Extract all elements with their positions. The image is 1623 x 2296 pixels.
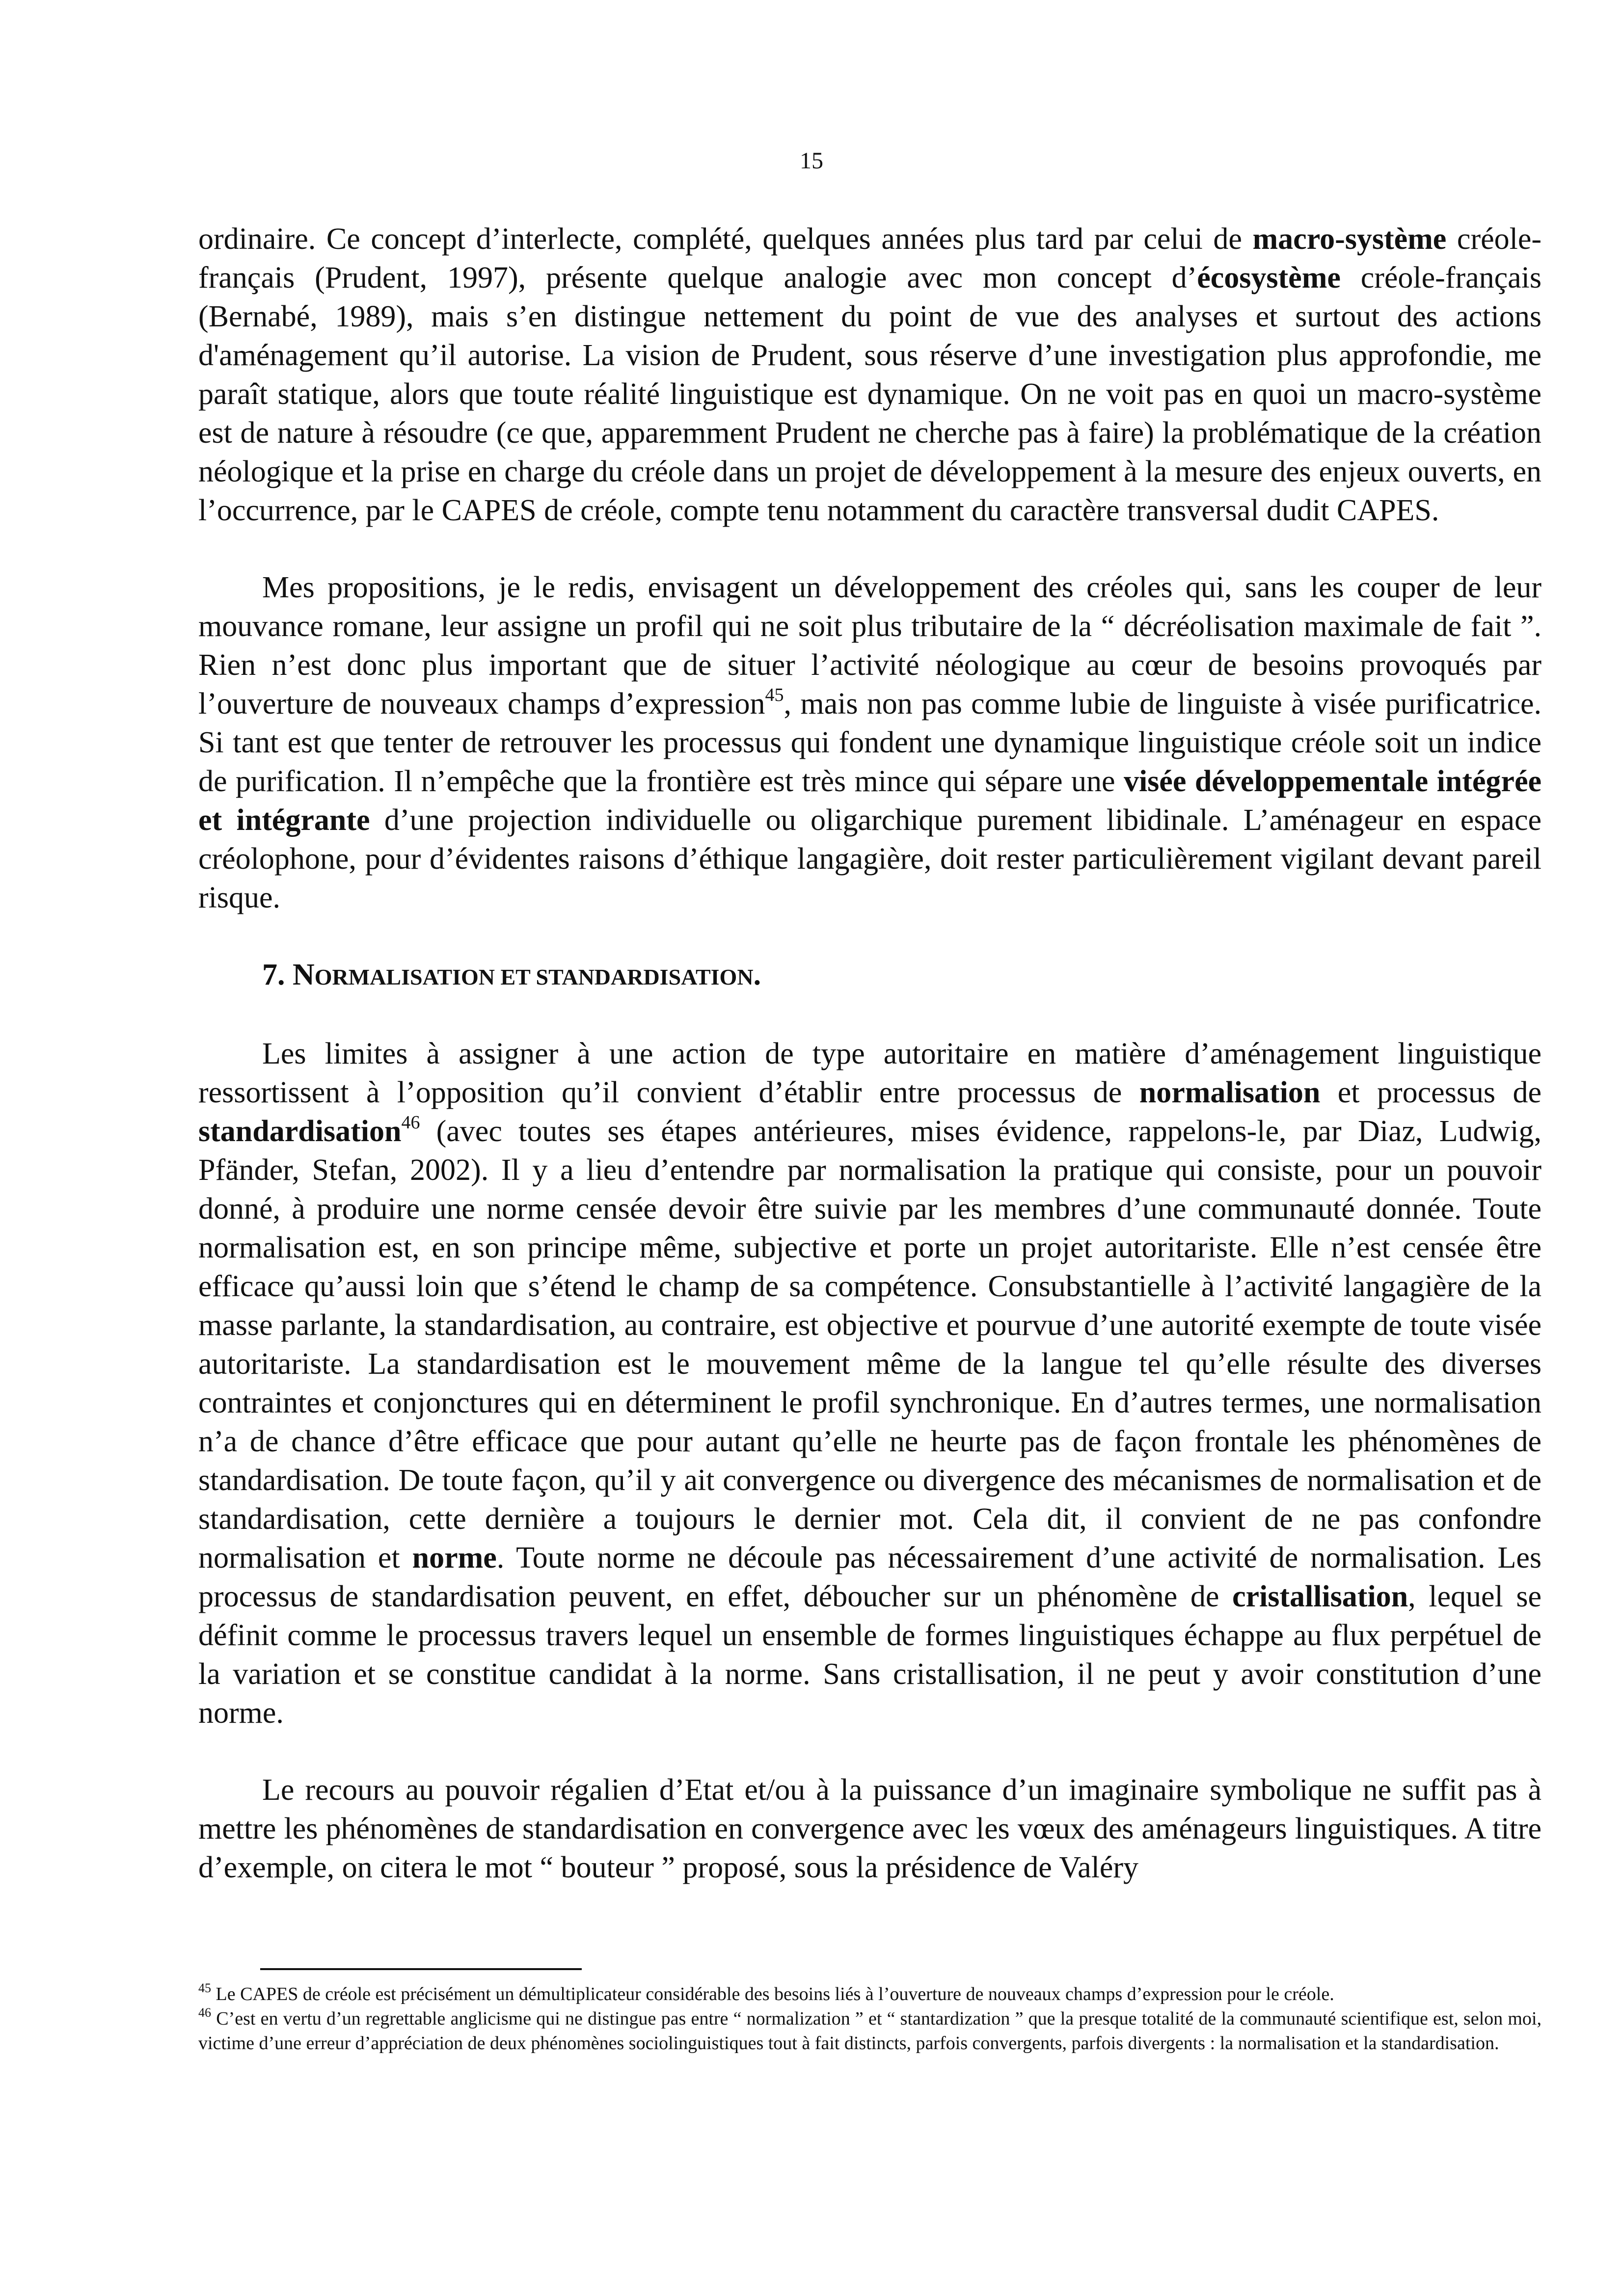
p1-text-3: créole-français (Bernabé, 1989), mais s’en distingue nettement du point de vue des analyses et surtout des actions d'aménagement qu’il autorise. La vision de Prudent, sous réserve d’une investigation plus approfondie, me paraît statique, alors que toute réalité linguistique est dynamique. On ne voit pas en quoi un macro-système est de nature à résoudre (ce que, apparemment Prudent ne cherche pas à faire) la problématique de la création néologique et la prise en charge du créole dans un projet de développement à la mesure des enjeux ouverts, en l’occurrence, par le CAPES de créole, compte tenu notamment du caractère transversal dudit CAPES. bbox=[198, 261, 1542, 527]
paragraph-3 bbox=[198, 1035, 1542, 1733]
p2-term-visee: visée développementale intégrée et intégrante bbox=[198, 765, 1542, 837]
footnote-45 bbox=[198, 1982, 1542, 2006]
p3-text-2: et processus de bbox=[1320, 1076, 1542, 1109]
p3-text-5: , lequel se définit comme le processus travers lequel un ensemble de formes linguistiques échappe au flux perpétuel de la variation et se constitue candidat à la norme. Sans cristallisation, il ne peut y avoir constitution d’une norme. bbox=[198, 1580, 1542, 1730]
p2-text-3: d’une projection individuelle ou oligarchique purement libidinale. L’aménageur en espace créolophone, pour d’évidentes raisons d’éthique langagière, doit rester particulièrement vigilant devant pareil risque. bbox=[198, 803, 1542, 914]
p3-term-cristallisation: cristallisation bbox=[1232, 1580, 1408, 1613]
footnote-separator bbox=[260, 1968, 582, 1970]
document-body bbox=[198, 220, 1542, 1887]
p4-text-1: Le recours au pouvoir régalien d’Etat et/ou à la puissance d’un imaginaire symbolique ne suffit pas à mettre les phénomènes de standardisation en convergence avec les vœux des aménageurs linguistiques. A titre d’exemple, on citera le mot “ bouteur ” proposé, sous la présidence de Valéry bbox=[198, 1773, 1542, 1884]
heading-rest-2: STANDARDISATION bbox=[536, 964, 754, 989]
paragraph-4 bbox=[198, 1771, 1542, 1887]
page-number: 15 bbox=[800, 148, 823, 174]
footnote-ref-46[interactable]: 46 bbox=[401, 1112, 420, 1133]
p2-text-1: Mes propositions, je le redis, envisagent un développement des créoles qui, sans les couper de leur mouvance romane, leur assigne un profil qui ne soit plus tributaire de la “ décréolisation maximale de fait ”. Rien n’est donc plus important que de situer l’activité néologique au cœur de besoins provoqués par l’ouverture de nouveaux champs d’expression bbox=[198, 571, 1542, 721]
footnote-text: C’est en vertu d’un regrettable anglicisme qui ne distingue pas entre “ normalization ” et “ stantardization ” que la presque totalité de la communauté scientifique est, selon moi, victime d’une erreur d’appréciation de deux phénomènes sociolinguistiques tout à fait distincts, parfois convergents, parfois divergents : la normalisation et la standardisation. bbox=[198, 2008, 1542, 2054]
heading-end: . bbox=[753, 958, 761, 991]
heading-rest-1: ORMALISATION ET bbox=[314, 964, 536, 989]
footnote-text: Le CAPES de créole est précisément un démultiplicateur considérable des besoins liés à l’ouverture de nouveaux champs d’expression pour le créole. bbox=[211, 1984, 1334, 2004]
footnote-number: 46 bbox=[198, 2005, 211, 2020]
p3-term-normalisation: normalisation bbox=[1139, 1076, 1321, 1109]
p1-text-2: créole-français (Prudent, 1997), présente quelque analogie avec mon concept d’ bbox=[198, 222, 1542, 294]
paragraph-2 bbox=[198, 568, 1542, 917]
footnotes bbox=[198, 1982, 1542, 2056]
p1-term-macro-systeme: macro-système bbox=[1252, 222, 1447, 256]
p3-term-standardisation: standardisation bbox=[198, 1115, 402, 1148]
section-heading bbox=[262, 956, 1542, 996]
p1-term-ecosysteme: écosystème bbox=[1197, 261, 1341, 294]
paragraph-1 bbox=[198, 220, 1542, 530]
heading-initial: N bbox=[293, 958, 315, 991]
p3-text-3: (avec toutes ses étapes antérieures, mises évidence, rappelons-le, par Diaz, Ludwig, Pfänder, Stefan, 2002). Il y a lieu d’entendre par normalisation la pratique qui consiste, pour un pouvoir donné, à produire une norme censée devoir être suivie par les membres d’une communauté donnée. Toute normalisation est, en son principe même, subjective et porte un projet autoritariste. Elle n’est censée être efficace qu’aussi loin que s’étend le champ de sa compétence. Consubstantielle à l’activité langagière de la masse parlante, la standardisation, au contraire, est objective et pourvue d’une autorité exempte de toute visée autoritariste. La standardisation est le mouvement même de la langue tel qu’elle résulte des diverses contraintes et conjonctures qui en déterminent le profil synchronique. En d’autres termes, une normalisation n’a de chance d’être efficace que pour autant qu’elle ne heurte pas de façon frontale les phénomènes de standardisation. De toute façon, qu’il y ait convergence ou divergence des mécanismes de normalisation et de standardisation, cette dernière a toujours le dernier mot. Cela dit, il convient de ne pas confondre normalisation et bbox=[198, 1115, 1542, 1575]
footnote-ref-45[interactable]: 45 bbox=[765, 685, 784, 705]
p3-text-4: . Toute norme ne découle pas nécessairement d’une activité de normalisation. Les processus de standardisation peuvent, en effet, déboucher sur un phénomène de bbox=[198, 1541, 1542, 1613]
footnote-46 bbox=[198, 2006, 1542, 2056]
p3-term-norme: norme bbox=[412, 1541, 497, 1575]
p1-text-1: ordinaire. Ce concept d’interlecte, complété, quelques années plus tard par celui de bbox=[198, 222, 1253, 256]
p3-text-1: Les limites à assigner à une action de type autoritaire en matière d’aménagement linguistique ressortissent à l’opposition qu’il convient d’établir entre processus de bbox=[198, 1037, 1542, 1109]
footnote-number: 45 bbox=[198, 1981, 211, 1995]
p2-text-2: , mais non pas comme lubie de linguiste à visée purificatrice. Si tant est que tenter de retrouver les processus qui fondent une dynamique linguistique créole soit un indice de purification. Il n’empêche que la frontière est très mince qui sépare une bbox=[198, 687, 1542, 798]
heading-number: 7. bbox=[262, 958, 293, 991]
